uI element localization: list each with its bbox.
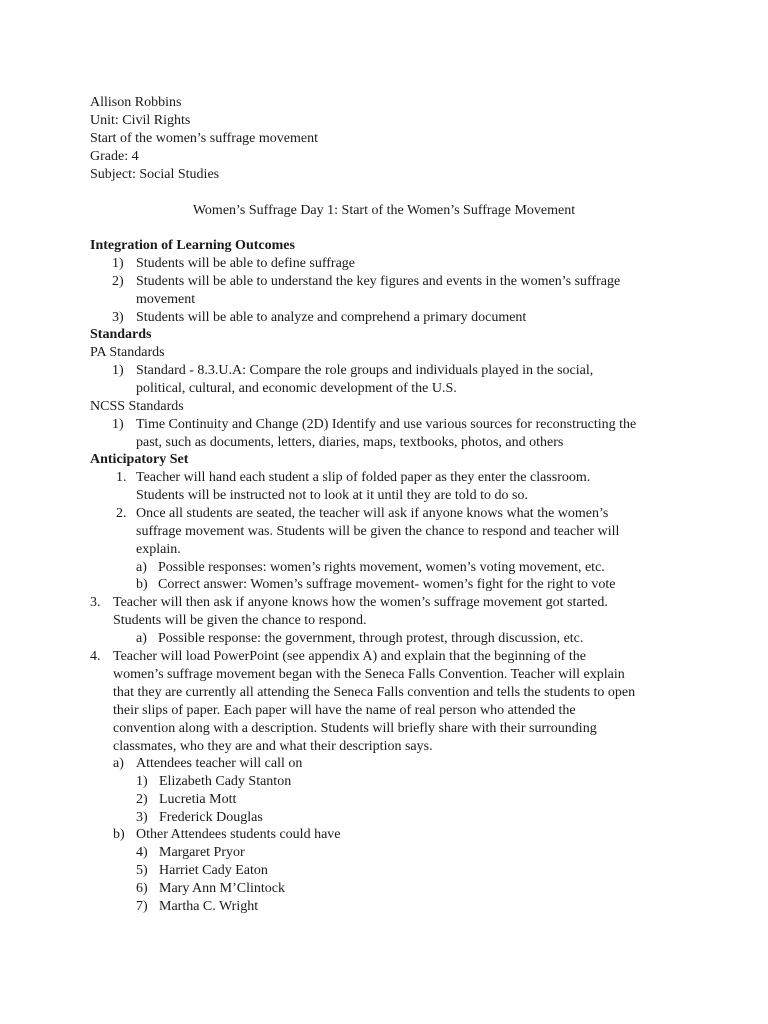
outcome-number: 3) [112, 310, 124, 325]
attendee-number: 6) [136, 881, 148, 896]
step-text: suffrage movement was. Students will be given the chance to respond and teacher will [136, 524, 620, 539]
step-number: 2. [116, 506, 127, 521]
attendee-number: 7) [136, 899, 148, 914]
sub-letter: b) [113, 827, 125, 842]
step-text: classmates, who they are and what their description says. [113, 739, 433, 754]
attendee-name: Martha C. Wright [159, 899, 259, 914]
unit-line: Unit: Civil Rights [90, 113, 191, 128]
step-text: Teacher will hand each student a slip of folded paper as they enter the classroom. [136, 470, 591, 485]
sub-letter: a) [136, 560, 147, 575]
standard-number: 1) [112, 363, 124, 378]
attendee-number: 2) [136, 792, 148, 807]
step-number: 3. [90, 595, 101, 610]
step-text: convention along with a description. Students will briefly share with their surrounding [113, 721, 597, 736]
attendee-name: Lucretia Mott [159, 792, 237, 807]
attendee-number: 4) [136, 845, 148, 860]
attendee-name: Harriet Cady Eaton [159, 863, 268, 878]
step-text: women’s suffrage movement began with the Seneca Falls Convention. Teacher will explain [113, 667, 625, 682]
attendee-name: Elizabeth Cady Stanton [159, 774, 292, 789]
step-text: their slips of paper. Each paper will have the name of real person who attended the [113, 703, 576, 718]
grade-line: Grade: 4 [90, 149, 139, 164]
topic-line: Start of the women’s suffrage movement [90, 131, 318, 146]
attendee-name: Frederick Douglas [159, 810, 263, 825]
lesson-title: Women’s Suffrage Day 1: Start of the Women’s Suffrage Movement [192, 203, 576, 218]
sub-text: Other Attendees students could have [136, 827, 341, 842]
author-name: Allison Robbins [90, 95, 182, 110]
sub-text: Possible responses: women’s rights movement, women’s voting movement, etc. [158, 560, 605, 575]
integration-heading: Integration of Learning Outcomes [90, 238, 295, 253]
attendee-number: 3) [136, 810, 148, 825]
ncss-standards-heading: NCSS Standards [90, 399, 184, 414]
sub-letter: a) [136, 631, 147, 646]
anticipatory-heading: Anticipatory Set [90, 452, 189, 467]
step-text: Students will be given the chance to respond. [113, 613, 367, 628]
outcome-text: Students will be able to define suffrage [136, 256, 356, 271]
standard-text: political, cultural, and economic development of the U.S. [136, 381, 457, 396]
step-number: 1. [116, 470, 127, 485]
attendee-number: 5) [136, 863, 148, 878]
step-text: Teacher will then ask if anyone knows how the women’s suffrage movement got started. [113, 595, 608, 610]
sub-letter: b) [136, 577, 148, 592]
sub-text: Correct answer: Women’s suffrage movement- women’s fight for the right to vote [158, 577, 616, 592]
standard-number: 1) [112, 417, 124, 432]
outcome-number: 2) [112, 274, 124, 289]
sub-text: Possible response: the government, through protest, through discussion, etc. [158, 631, 584, 646]
subject-line: Subject: Social Studies [90, 167, 220, 182]
attendee-name: Margaret Pryor [159, 845, 245, 860]
step-text: that they are currently all attending the Seneca Falls convention and tells the students to open [113, 685, 636, 700]
standard-text: past, such as documents, letters, diaries, maps, textbooks, photos, and others [136, 435, 564, 450]
outcome-text: Students will be able to analyze and comprehend a primary document [136, 310, 527, 325]
attendee-name: Mary Ann M’Clintock [159, 881, 285, 896]
outcome-text: Students will be able to understand the key figures and events in the women’s suffrage [136, 274, 621, 289]
step-text: explain. [136, 542, 181, 557]
standard-text: Time Continuity and Change (2D) Identify and use various sources for reconstructing the [136, 417, 637, 432]
standard-text: Standard - 8.3.U.A: Compare the role groups and individuals played in the social, [136, 363, 594, 378]
pa-standards-heading: PA Standards [90, 345, 165, 360]
step-text: Teacher will load PowerPoint (see appendix A) and explain that the beginning of the [113, 649, 586, 664]
sub-text: Attendees teacher will call on [136, 756, 303, 771]
standards-heading: Standards [90, 327, 152, 342]
step-text: Once all students are seated, the teacher will ask if anyone knows what the women’s [136, 506, 609, 521]
attendee-number: 1) [136, 774, 148, 789]
outcome-number: 1) [112, 256, 124, 271]
step-text: Students will be instructed not to look at it until they are told to do so. [136, 488, 528, 503]
sub-letter: a) [113, 756, 124, 771]
step-number: 4. [90, 649, 101, 664]
outcome-text: movement [136, 292, 196, 307]
